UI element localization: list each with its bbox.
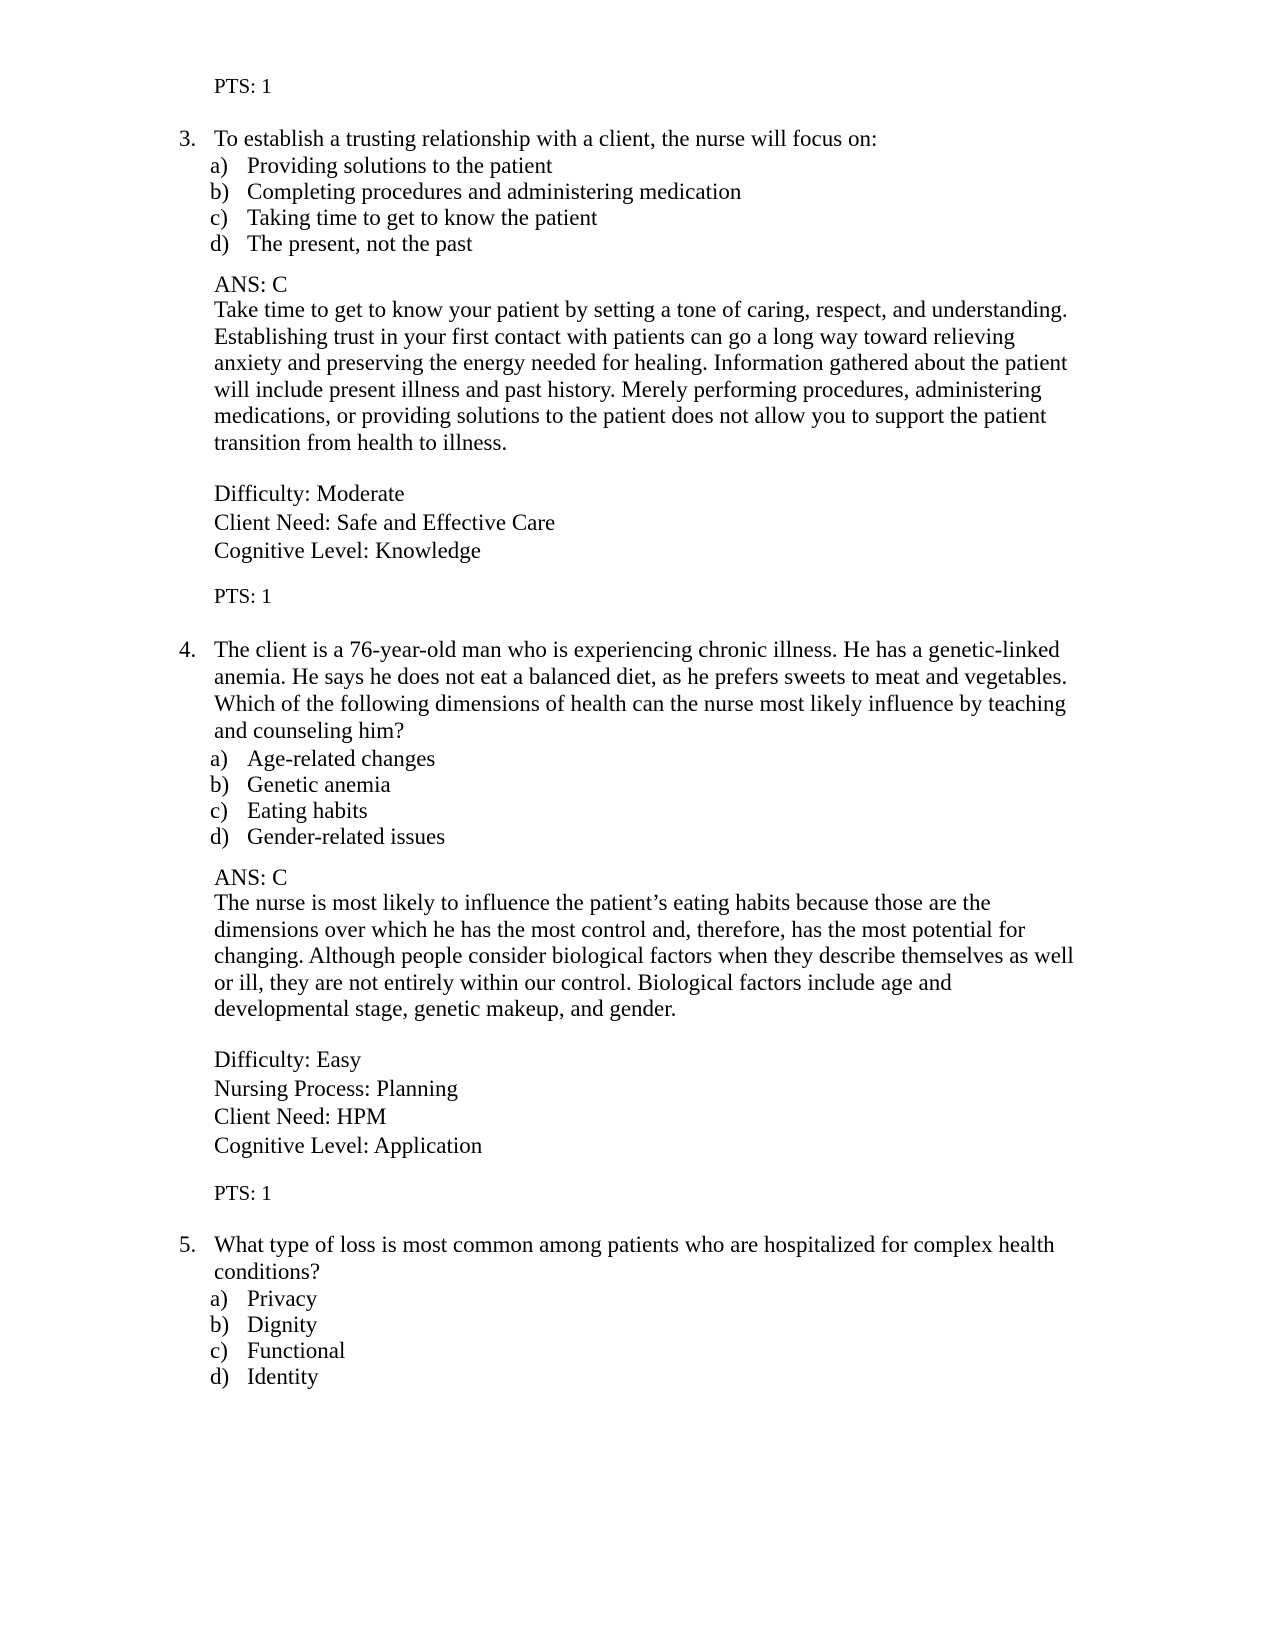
answer-label: ANS: C (214, 272, 288, 297)
option-text: Completing procedures and administering medication (247, 179, 742, 204)
cognitive-level: Cognitive Level: Application (214, 1132, 483, 1158)
question-stem-line: anemia. He says he does not eat a balanced diet, as he prefers sweets to meat and vegetables. (214, 664, 1068, 689)
option-letter: b) (210, 1312, 230, 1337)
question-number: 3. (179, 126, 197, 151)
option-text: Providing solutions to the patient (247, 153, 553, 178)
explanation-line: or ill, they are not entirely within our control. Biological factors include age and (214, 969, 952, 995)
option-letter: d) (210, 231, 230, 256)
question-metadata (214, 1046, 482, 1160)
option-text: Taking time to get to know the patient (247, 205, 598, 230)
question-stem-line: conditions? (214, 1259, 321, 1284)
option-letter: a) (210, 153, 228, 178)
client-need: Client Need: HPM (214, 1104, 387, 1129)
explanation-line: developmental stage, genetic makeup, and gender. (214, 996, 677, 1021)
option-text: Dignity (247, 1312, 318, 1337)
explanation-line: medications, or providing solutions to the patient does not allow you to support the patient (214, 403, 1047, 428)
question-stem-line: What type of loss is most common among patients who are hospitalized for complex health (214, 1232, 1055, 1257)
explanation-line: Establishing trust in your first contact with patients can go a long way toward relieving (214, 323, 1015, 349)
question-stem (214, 125, 1149, 152)
option-letter: d) (210, 824, 230, 849)
option-text: Eating habits (247, 798, 368, 823)
question-stem (214, 1231, 1149, 1285)
question-stem-line: and counseling him? (214, 718, 405, 743)
answer-label: ANS: C (214, 865, 288, 890)
option-letter: c) (210, 1338, 228, 1363)
answer-explanation (214, 890, 1154, 1023)
option-text: Gender-related issues (247, 824, 446, 849)
option-text: Age-related changes (247, 746, 436, 771)
question-number: 5. (179, 1232, 197, 1257)
client-need: Client Need: Safe and Effective Care (214, 509, 556, 535)
question-stem-line: To establish a trusting relationship with a client, the nurse will focus on: (214, 126, 878, 151)
nursing-process: Nursing Process: Planning (214, 1075, 459, 1101)
explanation-line: changing. Although people consider biological factors when they describe themselves as well (214, 943, 1074, 968)
question-number: 4. (179, 637, 197, 662)
option-letter: a) (210, 746, 228, 771)
option-text: Identity (247, 1364, 319, 1389)
explanation-line: The nurse is most likely to influence the patient’s eating habits because those are the (214, 890, 991, 915)
option-letter: c) (210, 798, 228, 823)
explanation-line: Take time to get to know your patient by setting a tone of caring, respect, and understanding. (214, 297, 1068, 322)
option-letter: c) (210, 205, 228, 230)
difficulty: Difficulty: Easy (214, 1047, 362, 1072)
difficulty: Difficulty: Moderate (214, 481, 405, 506)
answer-explanation (214, 297, 1154, 456)
option-letter: a) (210, 1286, 228, 1311)
question-metadata (214, 480, 555, 566)
option-letter: d) (210, 1364, 230, 1389)
explanation-line: will include present illness and past history. Merely performing procedures, administering (214, 376, 1042, 402)
option-text: Privacy (247, 1286, 318, 1311)
option-text: Genetic anemia (247, 772, 391, 797)
option-letter: b) (210, 772, 230, 797)
question-stem-line: The client is a 76-year-old man who is experiencing chronic illness. He has a genetic-linked (214, 637, 1060, 662)
option-text: Functional (247, 1338, 346, 1363)
question-stem (214, 636, 1149, 744)
explanation-line: dimensions over which he has the most control and, therefore, has the most potential for (214, 916, 1026, 942)
explanation-line: transition from health to illness. (214, 429, 508, 455)
question-stem-line: Which of the following dimensions of health can the nurse most likely influence by teaching (214, 691, 1067, 716)
explanation-line: anxiety and preserving the energy needed for healing. Information gathered about the patient (214, 350, 1068, 375)
pts-line: PTS: 1 (214, 584, 272, 608)
option-letter: b) (210, 179, 230, 204)
option-text: The present, not the past (247, 231, 473, 256)
pts-line-top: PTS: 1 (214, 74, 272, 98)
pts-line: PTS: 1 (214, 1181, 272, 1205)
cognitive-level: Cognitive Level: Knowledge (214, 538, 481, 563)
